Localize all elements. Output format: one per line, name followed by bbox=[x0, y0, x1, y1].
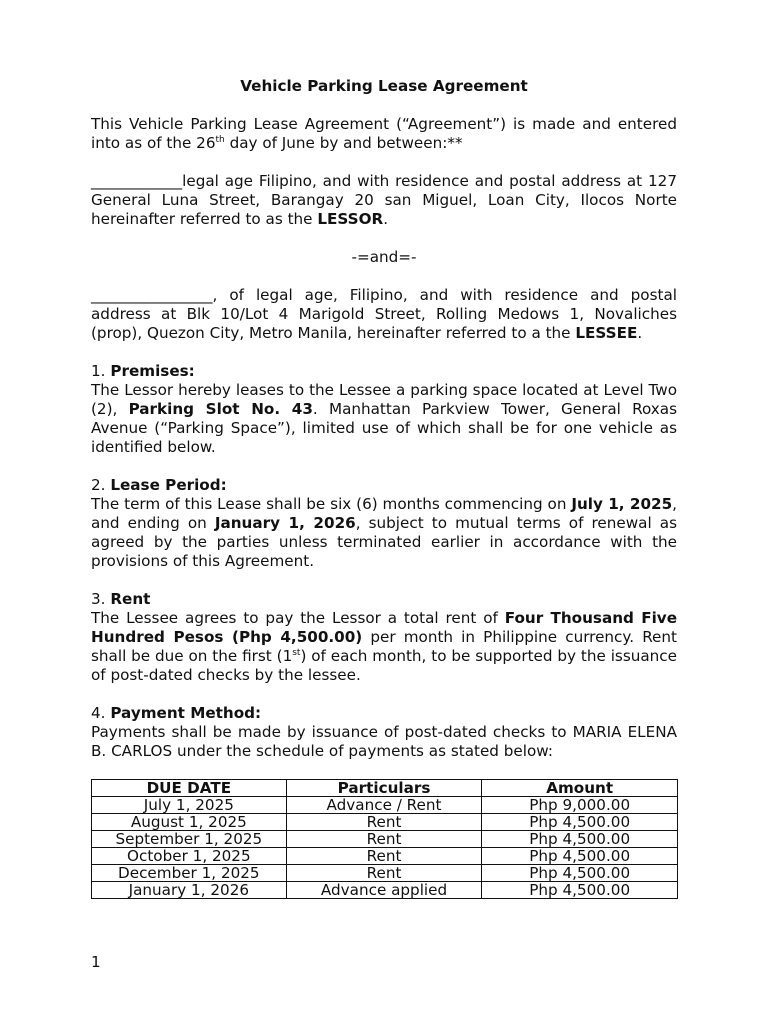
section-number: 4. bbox=[91, 704, 111, 722]
column-header: Particulars bbox=[286, 780, 482, 797]
intro-text-end: day of June by and between:** bbox=[224, 134, 463, 152]
rent-text-mid: per month in Philippine currency. Rent shall be due on the first (1 bbox=[91, 628, 677, 665]
page-number: 1 bbox=[91, 953, 101, 971]
column-header: Amount bbox=[482, 780, 678, 797]
rent-paragraph bbox=[91, 609, 677, 685]
lessor-text: legal age Filipino, and with residence and postal address at 127 General Luna Street, Barangay 20 san Miguel, Loan City, Ilocos Norte hereinafter referred to as the bbox=[91, 172, 677, 228]
section-number: 3. bbox=[91, 590, 111, 608]
section-heading: Rent bbox=[110, 590, 151, 608]
particulars-cell: Rent bbox=[286, 831, 482, 848]
premises-text: The Lessor hereby leases to the Lessee a parking space located at Level Two (2), bbox=[91, 381, 677, 418]
document-title: Vehicle Parking Lease Agreement bbox=[240, 77, 528, 95]
section-heading: Lease Period: bbox=[110, 476, 227, 494]
amount-cell: Php 4,500.00 bbox=[482, 882, 678, 899]
premises-text-end: . Manhattan Parkview Tower, General Roxas Avenue (“Parking Space”), limited use of which shall be for one vehicle as identified below. bbox=[91, 400, 677, 456]
section-heading: Premises: bbox=[110, 362, 195, 380]
table-row bbox=[92, 814, 678, 831]
section-number: 1. bbox=[91, 362, 111, 380]
rent-amount: Four Thousand Five Hundred Pesos (Php 4,500.00) bbox=[91, 609, 678, 646]
amount-cell: Php 4,500.00 bbox=[482, 865, 678, 882]
table-row bbox=[92, 831, 678, 848]
lease-period-heading bbox=[91, 476, 677, 495]
due-date-cell: August 1, 2025 bbox=[92, 814, 287, 831]
amount-cell: Php 9,000.00 bbox=[482, 797, 678, 814]
column-header: DUE DATE bbox=[92, 780, 287, 797]
table-row bbox=[92, 848, 678, 865]
amount-cell: Php 4,500.00 bbox=[482, 814, 678, 831]
section-number: 2. bbox=[91, 476, 111, 494]
lessee-name-blank: ________________ bbox=[91, 286, 213, 304]
section-heading: Payment Method: bbox=[110, 704, 262, 722]
amount-cell: Php 4,500.00 bbox=[482, 831, 678, 848]
particulars-cell: Rent bbox=[286, 848, 482, 865]
rent-heading bbox=[91, 590, 677, 609]
intro-superscript: th bbox=[215, 135, 225, 145]
due-date-cell: December 1, 2025 bbox=[92, 865, 287, 882]
particulars-cell: Advance applied bbox=[286, 882, 482, 899]
lessor-end: . bbox=[383, 210, 389, 228]
document-body bbox=[91, 77, 677, 899]
lease-period-text-end: , subject to mutual terms of renewal as agreed by the parties unless terminated earlier in accordance with the provisions of this Agreement. bbox=[91, 514, 677, 570]
rent-text-end: ) of each month, to be supported by the issuance of post-dated checks by the lessee. bbox=[91, 647, 678, 684]
lease-period-paragraph bbox=[91, 495, 677, 571]
particulars-cell: Rent bbox=[286, 865, 482, 882]
intro-text: This Vehicle Parking Lease Agreement (“Agreement”) is made and entered into as of the 26 bbox=[91, 115, 677, 152]
premises-paragraph bbox=[91, 381, 677, 457]
table-row bbox=[92, 865, 678, 882]
due-date-cell: September 1, 2025 bbox=[92, 831, 287, 848]
table-row bbox=[92, 797, 678, 814]
amount-cell: Php 4,500.00 bbox=[482, 848, 678, 865]
and-separator: -=and=- bbox=[351, 248, 417, 266]
lessor-paragraph bbox=[91, 172, 677, 229]
rent-text: The Lessee agrees to pay the Lessor a total rent of bbox=[91, 609, 505, 627]
lease-period-text: The term of this Lease shall be six (6) months commencing on bbox=[91, 495, 572, 513]
payment-schedule-table bbox=[91, 779, 678, 899]
rent-superscript: st bbox=[292, 648, 301, 658]
lessor-role: LESSOR bbox=[317, 210, 384, 228]
due-date-cell: January 1, 2026 bbox=[92, 882, 287, 899]
table-row bbox=[92, 882, 678, 899]
lessee-role: LESSEE bbox=[575, 324, 638, 342]
particulars-cell: Advance / Rent bbox=[286, 797, 482, 814]
intro-paragraph bbox=[91, 115, 677, 153]
start-date: July 1, 2025 bbox=[571, 495, 673, 513]
lessee-paragraph bbox=[91, 286, 677, 343]
lessee-text: , of legal age, Filipino, and with residence and postal address at Blk 10/Lot 4 Marigold Street, Rolling Medows 1, Novaliches (prop), Quezon City, Metro Manila, hereinafter referred to a the bbox=[91, 286, 677, 342]
particulars-cell: Rent bbox=[286, 814, 482, 831]
table-header-row bbox=[92, 780, 678, 797]
payment-heading bbox=[91, 704, 677, 723]
parking-slot: Parking Slot No. 43 bbox=[128, 400, 313, 418]
premises-heading bbox=[91, 362, 677, 381]
payment-paragraph: Payments shall be made by issuance of post-dated checks to MARIA ELENA B. CARLOS under the schedule of payments as stated below: bbox=[91, 723, 677, 760]
due-date-cell: October 1, 2025 bbox=[92, 848, 287, 865]
end-date: January 1, 2026 bbox=[214, 514, 356, 532]
lessor-name-blank: ____________ bbox=[91, 172, 183, 190]
lease-period-text-mid: , and ending on bbox=[91, 495, 677, 532]
due-date-cell: July 1, 2025 bbox=[92, 797, 287, 814]
lessee-end: . bbox=[637, 324, 643, 342]
